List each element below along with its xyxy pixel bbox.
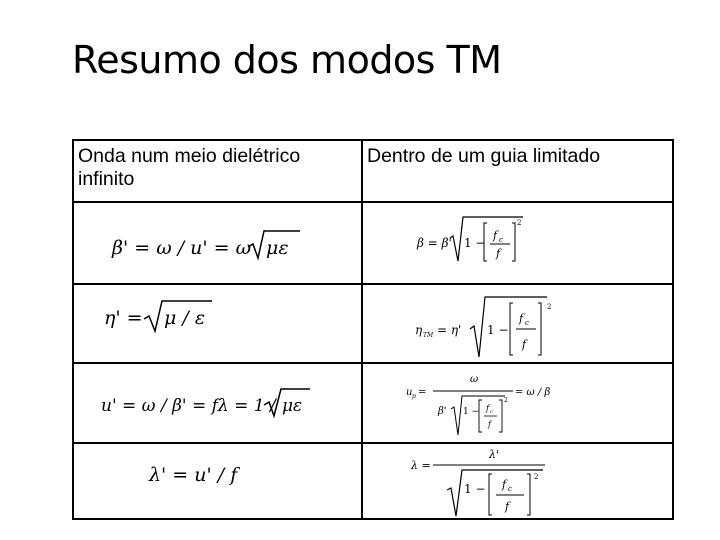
- tm-modes-table: [72, 139, 674, 520]
- eq-text-rest: = η': [437, 323, 462, 337]
- frac-num-sub: c: [525, 319, 529, 327]
- equation-lambda-prime: [74, 444, 363, 518]
- eq-wavelength-guide: [362, 443, 673, 519]
- eq-tail: = ω / β: [515, 387, 551, 398]
- eq-one: 1 −: [487, 323, 509, 337]
- eq-text: β' = ω / u' = ω: [112, 237, 252, 259]
- eq-radicand: με: [266, 237, 289, 259]
- table-header-row: [73, 140, 673, 202]
- frac-num-sub: c: [490, 409, 493, 415]
- eq-text: λ =: [411, 459, 431, 472]
- header-waveguide: Dentro de um guia limitado: [362, 140, 673, 202]
- slide-title: Resumo dos modos TM: [72, 38, 502, 82]
- frac-num-sub: c: [508, 485, 512, 493]
- equation-eta-tm: [363, 285, 674, 362]
- eq-equals: =: [418, 387, 427, 398]
- eq-velocity-guide: [362, 363, 673, 443]
- eq-subscript: p: [412, 393, 416, 400]
- frac-num: f: [502, 478, 507, 491]
- eq-subscript: TM: [423, 332, 434, 339]
- eq-numerator: λ': [489, 448, 499, 461]
- eq-text: β = β': [417, 236, 452, 250]
- equation-eta-prime: [74, 285, 363, 362]
- eq-impedance-guide: [362, 284, 673, 363]
- frac-num-sub: c: [499, 236, 503, 244]
- frac-den: f: [505, 500, 510, 513]
- eq-text: u: [406, 387, 413, 398]
- frac-num: f: [486, 404, 489, 413]
- exponent: 2: [517, 219, 522, 227]
- eq-velocity-dielectric: [73, 363, 362, 443]
- exponent: 2: [534, 473, 539, 481]
- table-row: [73, 202, 673, 284]
- eq-phase-constant-dielectric: [73, 202, 362, 284]
- eq-impedance-dielectric: [73, 284, 362, 363]
- equation-beta-prime: [74, 203, 363, 283]
- frac-den: f: [496, 247, 501, 260]
- exponent: 2: [504, 397, 508, 404]
- exponent: 2: [547, 303, 552, 311]
- eq-one: 1 −: [463, 407, 480, 417]
- equation-beta: [363, 203, 674, 283]
- eq-numerator: ω: [470, 374, 479, 385]
- frac-num: f: [519, 312, 524, 325]
- eq-wavelength-dielectric: [73, 443, 362, 519]
- table-row: [73, 363, 673, 443]
- frac-den: f: [488, 420, 491, 429]
- eq-den-lhs: β': [438, 406, 447, 417]
- equation-lambda: [363, 444, 674, 518]
- eq-text: η' =: [104, 307, 143, 329]
- eq-one: 1 −: [464, 236, 486, 250]
- eq-phase-constant-guide: [362, 202, 673, 284]
- eq-text: λ' = u' / f: [149, 464, 238, 486]
- eq-one: 1 −: [464, 482, 486, 496]
- eq-radicand: μ / ε: [164, 307, 206, 329]
- table-row: [73, 443, 673, 519]
- sqrt-sign: [447, 470, 543, 516]
- equation-u-p: [363, 364, 674, 442]
- frac-den: f: [522, 338, 527, 351]
- table-row: [73, 284, 673, 363]
- eq-radicand: με: [282, 396, 303, 416]
- equation-u-prime: [74, 364, 363, 442]
- frac-num: f: [493, 229, 498, 242]
- sqrt-sign: [450, 217, 523, 261]
- header-dielectric: Onda num meio dielétrico infinito: [73, 140, 362, 202]
- eq-text-lhs: u' = ω / β' = fλ = 1 /: [101, 396, 276, 416]
- eq-text: η: [415, 323, 423, 337]
